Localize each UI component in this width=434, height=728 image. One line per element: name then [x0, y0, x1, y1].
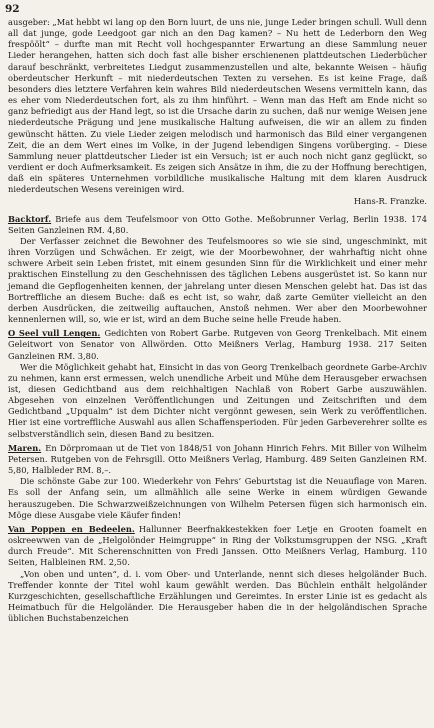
intro-review: [8, 17, 427, 207]
book-entry-o-seel-vull-lengen: [8, 328, 427, 440]
entry-head: [8, 443, 427, 476]
page-number: 92: [5, 3, 20, 15]
entry-paragraph: Der Verfasser zeichnet die Bewohner des Teufelsmoores so wie sie sind, ungeschminkt, mit ihren Vorzügen und Schwächen. Er zeigt, wie der Moorbewohner, der wahrhaftig nicht ohne schwere Arbeit sein Leben fristet, mit einem gesunden Sinn für die Wirklichkeit und einer mehr praktischen Einstellung zu den Geschehnissen des täglichen Lebens ausgerüstet ist. So kann nur jemand die Gepflogenheiten kennen, der jahrelang unter diesen Menschen gelebt hat. Das ist das Bortreffliche an diesem Buche: daß es echt ist, so wahr, daß zarte Gemüter vielleicht an den derben Ausdrücken, die zeitweilig auftauchen, Anstoß nehmen. Wer aber den Moorbewohner kennenlernen will, so, wie er ist, wird an dem Buche seine helle Freude haben.: [8, 235, 427, 325]
entry-paragraph: Wer die Möglichkeit gehabt hat, Einsicht in das von Georg Trenkelbach geordnete Garbe-Archiv zu nehmen, kann erst ermessen, welch unendliche Arbeit und Mühe dem Herausgeber erwachsen ist, diesen Gedichtband aus dem reichhaltigen Nachlaß von Robert Garbe auszuwählen. Abgesehen von einzelnen Veröffentlichungen und Zeitungen und Zeitschriften und dem Gedichtband „Upqualm“ ist dem Dichter nicht vergönnt gewesen, sein Werk zu veröffentlichen. Hier ist eine vortreffliche Auswahl aus allen Schaffensperioden. Für jeden Garbeverehrer sollte es selbstverständlich sein, diesen Band zu besitzen.: [8, 361, 427, 439]
entry-bibliography: En Dörpromaan ut de Tiet von 1848/51 von Johann Hinrich Fehrs. Mit Biller von Wilhelm Petersen. Rutgeben von de Fehrsgill. Otto Meißners Verlag, Hamburg. 489 Seiten Ganzleinen RM. 5,80, Halbleder RM. 8,–.: [8, 442, 427, 476]
entry-head: [8, 328, 427, 361]
review-paragraph: ausgeber: „Mat hebbt wi lang op den Born luurt, de uns nie, junge Leder bringen schull. Wull denn all dat junge, gode Leedgoot gar nich an den Dag kamen? – Nu hett de Lederborn den Weg frespöölt“ – durfte man mit Recht voll hochgespannter Erwartung an diese Sammlung neuer Lieder herangehen, hatten sich doch fast alle bisher erschienenen plattdeutschen Liederbücher darauf beschränkt, verbreitetes Liedgut zusammenzustellen und alte, bekannte Weisen – häufig oberdeutscher Herkunft – mit niederdeutschen Texten zu versehen. Es ist keine Frage, daß besonders dies letztere Verfahren kein wahres Bild niederdeutschen Wesens vermitteln kann, das es eher vom Niederdeutschen fort, als zu ihm hinführt. – Wenn man das Heft am Ende nicht so ganz befriedigt aus der Hand legt, so ist die Ursache darin zu suchen, daß nur wenige Weisen jene niederdeutsche Prägung und jene musikalische Haltung aufweisen, die wir an allem zu finden gewünscht hätten. Zu viele Lieder zeigen melodisch und harmonisch das Bild einer vergangenen Zeit, die an dem Wert eines im Volke, in der Jugend lebendigen Singens vorüberging. – Diese Sammlung neuer plattdeutscher Lieder ist ein Versuch; ist er auch noch nicht ganz geglückt, so verdient er doch Aufmerksamkeit. Es zeigen sich Ansätze in ihm, die zu der Hoffnung berechtigen, daß ein späteres Unternehmen vorbildliche musikalische Haltung mit dem klaren Ausdruck niederdeutschen Wesens vereinigen wird.: [8, 17, 427, 195]
entry-title: Maren.: [8, 442, 42, 453]
book-entry-van-poppen-en-bedeelen: [8, 524, 427, 624]
entry-head: [8, 524, 427, 569]
entry-title: O Seel vull Lengen.: [8, 328, 101, 339]
entry-title: Van Poppen en Bedeelen.: [8, 523, 135, 534]
entry-paragraph: „Von oben und unten“, d. i. vom Ober- und Unterlande, nennt sich dieses helgoländer Buch. Treffender konnte der Titel wohl kaum gewählt werden. Das Büchlein enthält helgoländer Kurzgeschichten, gesellschaftliche Erzählungen und Gereimtes. In erster Linie ist es gedacht als Heimatbuch für die Helgoländer. Die Herausgeber haben die in der helgoländischen Sprache üblichen Buchstabenzeichen: [8, 568, 427, 624]
book-entry-backtorf: [8, 214, 427, 326]
entry-head: [8, 214, 427, 236]
text-column: [8, 17, 427, 624]
entry-bibliography: Gedichten von Robert Garbe. Rutgeven von Georg Trenkelbach. Mit einem Geleitwort von Senator von Allwörden. Otto Meißners Verlag, Hamburg 1938. 217 Seiten Ganzleinen RM. 3,80.: [8, 328, 428, 361]
entry-bibliography: Hallunner Beerfnakkestekken foer Letje en Grooten foamelt en oskreewwen van de „Helgolönder Heimgruppe“ in Ring der Volkstumsgruppen der NSG. „Kraft durch Freude“. Mit Scherenschnitten von Fredi Janssen. Otto Meißners Verlag, Hamburg. 110 Seiten, Halbleinen RM. 2,50.: [8, 523, 427, 568]
review-signature: Hans-R. Franzke.: [353, 195, 427, 206]
book-entry-maren: [8, 443, 427, 521]
entry-paragraph: Die schönste Gabe zur 100. Wiederkehr von Fehrs’ Geburtstag ist die Neuauflage von Maren. Es soll der Anfang sein, um allmählich alle seine Werke in einem würdigen Gewande herauszugeben. Die Schwarzweißzeichnungen von Wilhelm Petersen fügen sich harmonisch ein. Möge diese Ausgabe viele Käufer finden!: [8, 476, 427, 520]
entry-title: Backtorf.: [8, 213, 52, 224]
entry-bibliography: Briefe aus dem Teufelsmoor von Otto Gothe. Meßobrunner Verlag, Berlin 1938. 174 Seiten Ganzleinen RM. 4,80.: [8, 213, 427, 235]
